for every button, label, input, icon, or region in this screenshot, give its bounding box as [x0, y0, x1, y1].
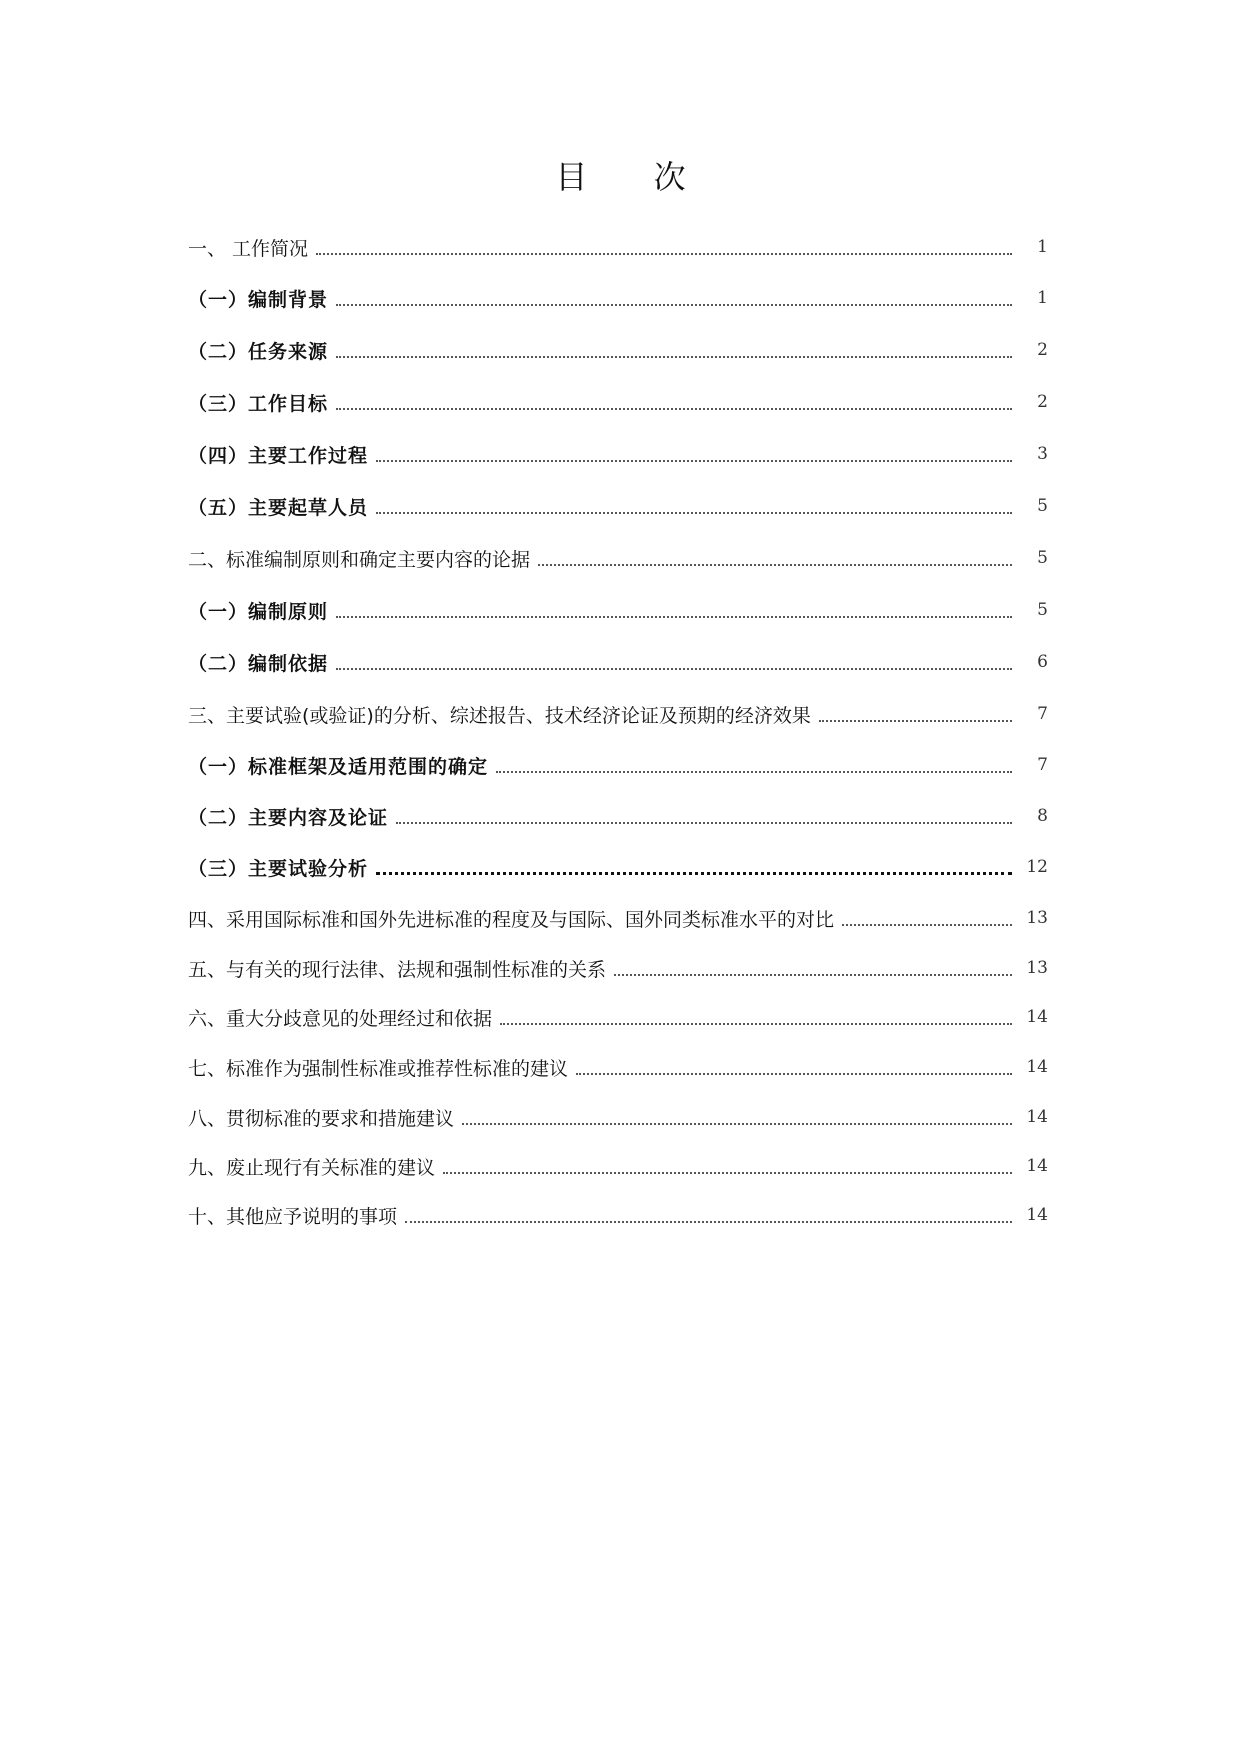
toc-entry-label: （三）主要试验分析: [188, 857, 369, 880]
toc-entry[interactable]: [188, 283, 1048, 313]
toc-entry[interactable]: [188, 543, 1048, 573]
toc-entry-label: 二、标准编制原则和确定主要内容的论据: [188, 548, 531, 571]
toc-entry-page: 13: [1026, 908, 1048, 928]
toc-entry-label: （二）主要内容及论证: [188, 806, 389, 829]
toc-entry-page: 14: [1026, 1156, 1048, 1176]
toc-entry-label: 一、 工作简况: [188, 237, 309, 260]
toc-leader-dots: [336, 354, 1012, 358]
toc-leader-dots: [842, 922, 1012, 926]
toc-entry-label: （一）标准框架及适用范围的确定: [188, 755, 489, 778]
toc-entry-label: （二）编制依据: [188, 652, 329, 675]
toc-entry-page: 5: [1037, 600, 1048, 620]
toc-entry-label: 四、采用国际标准和国外先进标准的程度及与国际、国外同类标准水平的对比: [188, 908, 835, 931]
toc-entry-page: 5: [1037, 496, 1048, 516]
toc-entry-label: 三、主要试验(或验证)的分析、综述报告、技术经济论证及预期的经济效果: [188, 704, 811, 727]
toc-entry[interactable]: [188, 1052, 1048, 1082]
toc-leader-dots: [462, 1121, 1012, 1125]
toc-entry[interactable]: [188, 439, 1048, 469]
toc-entry[interactable]: [188, 647, 1048, 677]
toc-entry-label: （一）编制背景: [188, 288, 329, 311]
toc-entry[interactable]: [188, 595, 1048, 625]
toc-entry-label: 九、废止现行有关标准的建议: [188, 1156, 436, 1179]
toc-entry-page: 7: [1037, 755, 1048, 775]
toc-entry[interactable]: [188, 1002, 1048, 1032]
toc-entry[interactable]: [188, 232, 1048, 262]
toc-entry-page: 13: [1026, 958, 1048, 978]
toc-entry-page: 14: [1026, 1007, 1048, 1027]
toc-entry-page: 14: [1026, 1107, 1048, 1127]
toc-entry-label: 七、标准作为强制性标准或推荐性标准的建议: [188, 1057, 569, 1080]
toc-entry[interactable]: [188, 801, 1048, 831]
toc-entry-page: 14: [1026, 1057, 1048, 1077]
toc-leader-dots: [376, 870, 1012, 875]
toc-entry-page: 5: [1037, 548, 1048, 568]
toc-leader-dots: [336, 406, 1012, 410]
toc-entry[interactable]: [188, 852, 1048, 882]
toc-leader-dots: [316, 251, 1012, 255]
toc-leader-dots: [396, 820, 1012, 824]
toc-entry[interactable]: [188, 699, 1048, 729]
toc-leader-dots: [819, 718, 1012, 722]
toc-entry-label: （一）编制原则: [188, 600, 329, 623]
toc-entry-label: （四）主要工作过程: [188, 444, 369, 467]
toc-entry-page: 14: [1026, 1205, 1048, 1225]
toc-entry-label: （三）工作目标: [188, 392, 329, 415]
toc-entry-page: 1: [1037, 288, 1048, 308]
toc-entry[interactable]: [188, 387, 1048, 417]
toc-leader-dots: [376, 510, 1012, 514]
toc-entry[interactable]: [188, 1102, 1048, 1132]
toc-leader-dots: [336, 666, 1012, 670]
toc-leader-dots: [443, 1170, 1012, 1174]
toc-entry-page: 2: [1037, 392, 1048, 412]
toc-leader-dots: [614, 972, 1012, 976]
toc-entry-page: 8: [1037, 806, 1048, 826]
toc-entry[interactable]: [188, 1200, 1048, 1230]
toc-entry-page: 3: [1037, 444, 1048, 464]
toc-entry[interactable]: [188, 1151, 1048, 1181]
toc-leader-dots: [538, 562, 1012, 566]
toc-entry[interactable]: [188, 903, 1048, 933]
toc-leader-dots: [336, 614, 1012, 618]
toc-entry-page: 2: [1037, 340, 1048, 360]
toc-leader-dots: [496, 769, 1012, 773]
toc-leader-dots: [336, 302, 1012, 306]
toc-entry-page: 1: [1037, 237, 1048, 257]
toc-entry[interactable]: [188, 953, 1048, 983]
toc-entry-label: 六、重大分歧意见的处理经过和依据: [188, 1007, 493, 1030]
toc-entry-page: 7: [1037, 704, 1048, 724]
toc-entry-page: 12: [1026, 857, 1048, 877]
toc-leader-dots: [376, 458, 1012, 462]
toc-leader-dots: [500, 1021, 1012, 1025]
toc-entry-label: （五）主要起草人员: [188, 496, 369, 519]
toc-entry-label: 五、与有关的现行法律、法规和强制性标准的关系: [188, 958, 607, 981]
toc-entry[interactable]: [188, 491, 1048, 521]
toc-entry[interactable]: [188, 335, 1048, 365]
toc-leader-dots: [405, 1219, 1012, 1223]
toc-entry-label: 十、其他应予说明的事项: [188, 1205, 398, 1228]
toc-entry[interactable]: [188, 750, 1048, 780]
toc-entry-label: （二）任务来源: [188, 340, 329, 363]
toc-entry-label: 八、贯彻标准的要求和措施建议: [188, 1107, 455, 1130]
toc-leader-dots: [576, 1071, 1012, 1075]
toc-entry-page: 6: [1037, 652, 1048, 672]
page-title: 目 次: [555, 158, 714, 196]
